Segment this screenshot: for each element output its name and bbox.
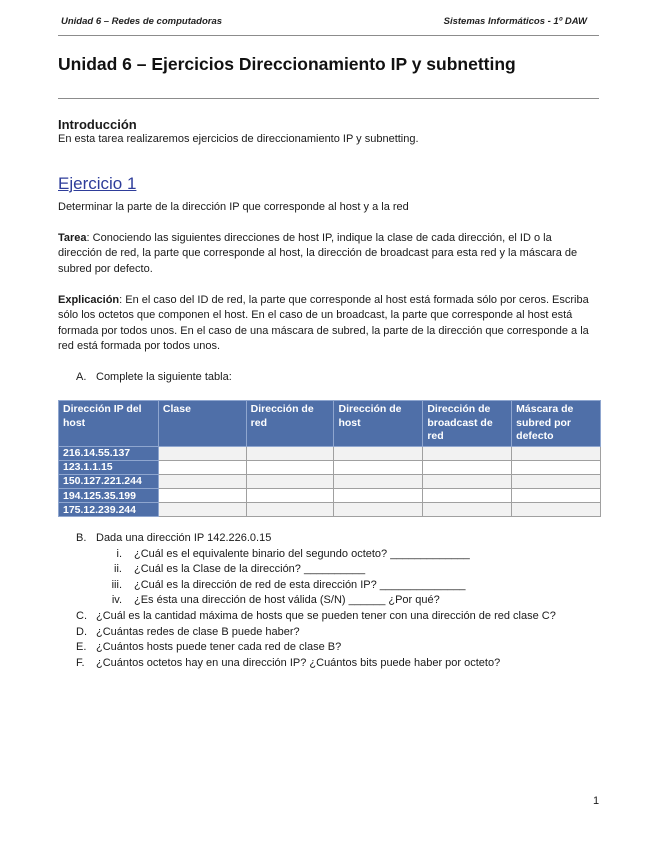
col-header-ip: Dirección IP del host <box>59 401 159 447</box>
tarea-paragraph <box>58 231 598 277</box>
blank-cell <box>334 489 423 503</box>
blank-cell <box>423 446 512 460</box>
blank-cell <box>512 460 601 474</box>
blank-cell <box>334 460 423 474</box>
header-course: Unidad 6 – Redes de computadoras <box>61 16 223 27</box>
header-subject: Sistemas Informáticos - 1º DAW <box>443 16 587 27</box>
list-text: ¿Cuántos hosts puede tener cada red de clase B? <box>96 641 342 654</box>
blank-cell <box>246 474 334 488</box>
page-title: Unidad 6 – Ejercicios Direccionamiento IP y subnetting <box>58 54 516 74</box>
ip-cell: 150.127.221.244 <box>59 474 159 488</box>
intro-text: En esta tarea realizaremos ejercicios de direccionamiento IP y subnetting. <box>58 133 419 145</box>
ip-table <box>58 400 601 517</box>
sub-marker: iii. <box>111 578 122 591</box>
blank-cell <box>246 460 334 474</box>
list-marker: B. <box>76 532 87 544</box>
sub-text: ¿Cuál es la Clase de la dirección? __________ <box>134 563 366 576</box>
table-row <box>59 446 601 460</box>
blank-cell <box>246 446 334 460</box>
list-marker: E. <box>76 641 87 654</box>
exercise-title: Ejercicio 1 <box>58 174 137 193</box>
blank-cell <box>423 503 512 517</box>
col-header-class: Clase <box>158 401 246 447</box>
ip-cell: 123.1.1.15 <box>59 460 159 474</box>
explicacion-text: : En el caso del ID de red, la parte que corresponde al host está formada sólo por ceros. Escriba sólo los octetos que componen el host. En el caso de un broadcast, la parte que corresponde al host está formada por todos unos. En el caso de una máscara de subred, la parte de la dirección que corresponde a la red está formada por todos unos. <box>58 294 589 353</box>
blank-cell <box>423 474 512 488</box>
list-text: ¿Cuántos octetos hay en una dirección IP? ¿Cuántos bits puede haber por octeto? <box>96 656 501 669</box>
col-header-mask: Máscara de subred por defecto <box>512 401 601 447</box>
blank-cell <box>246 503 334 517</box>
blank-cell <box>512 446 601 460</box>
list-item-a <box>76 371 232 383</box>
table-header-row <box>59 401 601 447</box>
col-header-host: Dirección de host <box>334 401 423 447</box>
tarea-text: : Conociendo las siguientes direcciones de host IP, indique la clase de cada dirección, el ID o la dirección de red, la parte que corresponde al host, la dirección de broadcast para esta red y la máscara de subred por defecto. <box>58 232 578 275</box>
page-header <box>58 14 599 36</box>
explicacion-label: Explicación <box>58 294 120 306</box>
sub-text: ¿Es ésta una dirección de host válida (S/N) ______ ¿Por qué? <box>134 594 440 607</box>
blank-cell <box>334 503 423 517</box>
blank-cell <box>158 460 246 474</box>
blank-cell <box>246 489 334 503</box>
ip-cell: 175.12.239.244 <box>59 503 159 517</box>
sub-marker: i. <box>116 547 122 560</box>
blank-cell <box>158 446 246 460</box>
col-header-network: Dirección de red <box>246 401 334 447</box>
ip-cell: 194.125.35.199 <box>59 489 159 503</box>
list-marker: C. <box>76 609 87 622</box>
intro-heading: Introducción <box>58 117 137 132</box>
list-marker: D. <box>76 625 87 638</box>
blank-cell <box>512 503 601 517</box>
tarea-label: Tarea <box>58 232 87 244</box>
table-row <box>59 503 601 517</box>
blank-cell <box>334 446 423 460</box>
ip-cell: 216.14.55.137 <box>59 446 159 460</box>
blank-cell <box>423 460 512 474</box>
exercise-subtitle: Determinar la parte de la dirección IP que corresponde al host y a la red <box>58 201 409 213</box>
explicacion-paragraph <box>58 293 598 355</box>
list-text: ¿Cuál es la cantidad máxima de hosts que se pueden tener con una dirección de red clase C? <box>96 609 556 622</box>
blank-cell <box>423 489 512 503</box>
blank-cell <box>158 474 246 488</box>
sub-marker: ii. <box>114 563 122 576</box>
list-text: ¿Cuántas redes de clase B puede haber? <box>96 625 300 638</box>
page-number: 1 <box>593 795 600 807</box>
list-text: Dada una dirección IP 142.226.0.15 <box>96 532 272 544</box>
sub-marker: iv. <box>111 594 122 607</box>
list-text: Complete la siguiente tabla: <box>96 371 232 383</box>
table-row <box>59 460 601 474</box>
table-row <box>59 489 601 503</box>
sub-text: ¿Cuál es el equivalente binario del segundo octeto? _____________ <box>134 547 470 560</box>
blank-cell <box>158 489 246 503</box>
blank-cell <box>334 474 423 488</box>
list-marker: F. <box>76 656 85 669</box>
col-header-broadcast: Dirección de broadcast de red <box>423 401 512 447</box>
sub-text: ¿Cuál es la dirección de red de esta dirección IP? ______________ <box>134 578 466 591</box>
title-divider <box>58 98 599 99</box>
blank-cell <box>512 489 601 503</box>
blank-cell <box>158 503 246 517</box>
list-marker: A. <box>76 371 87 383</box>
table-row <box>59 474 601 488</box>
blank-cell <box>512 474 601 488</box>
